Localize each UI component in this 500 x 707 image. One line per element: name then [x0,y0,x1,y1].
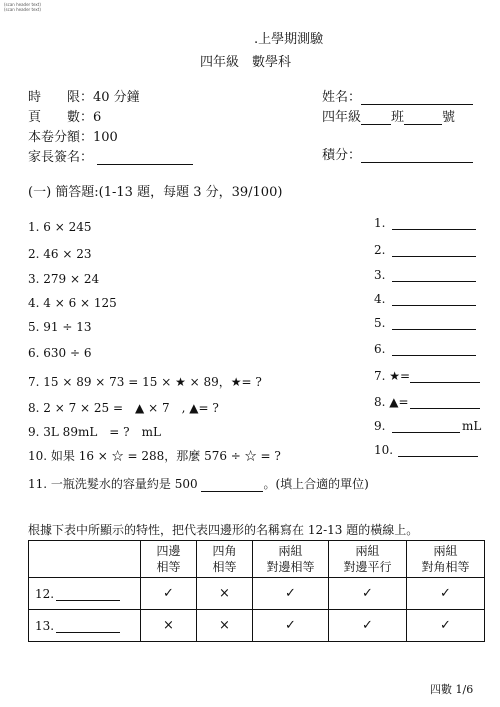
question-11-blank[interactable] [201,477,263,492]
answer-7-label: 7. ★= [374,369,411,383]
exam-subtitle: 四年級 數學科 [200,55,292,70]
row-12-mark: ✓ [407,578,485,610]
parent-signature-row [28,146,193,165]
time-limit: 時 限：40 分鐘 [28,90,140,105]
table-header-cell: 四角 相等 [197,541,253,578]
question-8: 8. 2 × 7 × 25 = ▲ × 7 , ▲= ? [28,401,219,415]
total-marks: 本卷分額：100 [28,130,118,145]
parent-signature-label: 家長簽名： [28,150,94,165]
row-13-mark: × [197,610,253,642]
question-6: 6. 630 ÷ 6 [28,346,92,360]
row-12-mark: ✓ [141,578,197,610]
row-12-label[interactable]: 12. [29,578,141,610]
scan-header-line-1: (scan header text) [4,2,41,7]
page-footer: 四數 1/6 [430,683,474,696]
answer-3-field[interactable] [392,281,476,282]
question-10: 10. 如果 16 × ☆ = 288，那麼 576 ÷ ☆ = ? [28,449,281,463]
grade-label: 四年級 [322,110,362,125]
table-row [29,578,485,610]
question-1: 1. 6 × 245 [28,220,92,234]
answer-3 [374,268,484,284]
answer-1 [374,216,484,232]
answer-10-field[interactable] [398,456,478,457]
question-2: 2. 46 × 23 [28,247,92,261]
row-12-answer-field[interactable] [56,586,120,601]
table-instruction: 根據下表中所顯示的特性，把代表四邊形的名稱寫在 12-13 題的橫線上。 [28,523,419,537]
row-13-mark: ✓ [407,610,485,642]
row-13-answer-field[interactable] [56,618,120,633]
question-9: 9. 3L 89mL = ? mL [28,425,161,439]
section-heading: (一) 簡答題:(1-13 題，每題 3 分，39/100) [28,185,283,200]
class-label: 班 [391,110,405,125]
answer-4 [374,292,484,308]
question-11 [28,475,369,492]
row-12-mark: ✓ [329,578,407,610]
class-field[interactable] [361,109,391,125]
answer-9 [374,419,484,435]
answer-8-label: 8. ▲= [374,395,409,409]
student-name-row [322,86,473,105]
answer-9-label: 9. [374,419,386,433]
table-header-blank [29,541,141,578]
answer-8 [374,395,484,411]
answer-5-label: 5. [374,316,386,330]
answer-9-unit: mL [462,419,482,433]
question-3: 3. 279 × 24 [28,272,100,286]
row-13-mark: × [141,610,197,642]
answer-6-field[interactable] [392,355,476,356]
row-13-mark: ✓ [253,610,329,642]
answer-4-label: 4. [374,292,386,306]
answer-7 [374,369,484,385]
question-4: 4. 4 × 6 × 125 [28,296,117,310]
row-12-mark: × [197,578,253,610]
score-label: 積分： [322,148,362,163]
answer-5-field[interactable] [392,329,476,330]
question-5: 5. 91 ÷ 13 [28,320,92,334]
scan-header-line-2: (scan header text) [4,7,41,12]
student-name-field[interactable] [361,89,473,105]
answer-7-field[interactable] [410,382,480,383]
page-count: 頁 數：6 [28,110,102,125]
row-12-mark: ✓ [253,578,329,610]
student-number-field[interactable] [404,109,442,125]
answer-9-field[interactable] [392,432,460,433]
answer-1-field[interactable] [392,229,476,230]
answer-2 [374,243,484,259]
answer-4-field[interactable] [392,305,476,306]
table-header-cell: 兩組 對邊平行 [329,541,407,578]
question-11-suffix: 。(填上合適的單位) [263,477,369,491]
exam-title: .上學期測驗 [254,32,324,47]
table-header-cell: 兩組 對邊相等 [253,541,329,578]
table-header-cell: 四邊 相等 [141,541,197,578]
table-row [29,610,485,642]
answer-3-label: 3. [374,268,386,282]
table-header-cell: 兩組 對角相等 [407,541,485,578]
quadrilateral-properties-table [28,540,485,642]
answer-6 [374,342,484,358]
question-7: 7. 15 × 89 × 73 = 15 × ★ × 89，★= ? [28,375,262,389]
answer-8-field[interactable] [410,408,480,409]
score-row [322,144,473,163]
answer-10-label: 10. [374,443,394,457]
row-13-mark: ✓ [329,610,407,642]
score-field[interactable] [361,147,473,163]
answer-5 [374,316,484,332]
student-name-label: 姓名： [322,90,362,105]
answer-2-label: 2. [374,243,386,257]
number-label: 號 [442,110,456,125]
answer-10 [374,443,484,459]
answer-1-label: 1. [374,216,386,230]
row-13-label[interactable]: 13. [29,610,141,642]
answer-2-field[interactable] [392,256,476,257]
question-11-text: 11. 一瓶洗髮水的容量約是 500 [28,477,198,491]
table-header-row [29,541,485,578]
parent-signature-field[interactable] [97,149,193,165]
class-row [322,106,455,125]
answer-6-label: 6. [374,342,386,356]
